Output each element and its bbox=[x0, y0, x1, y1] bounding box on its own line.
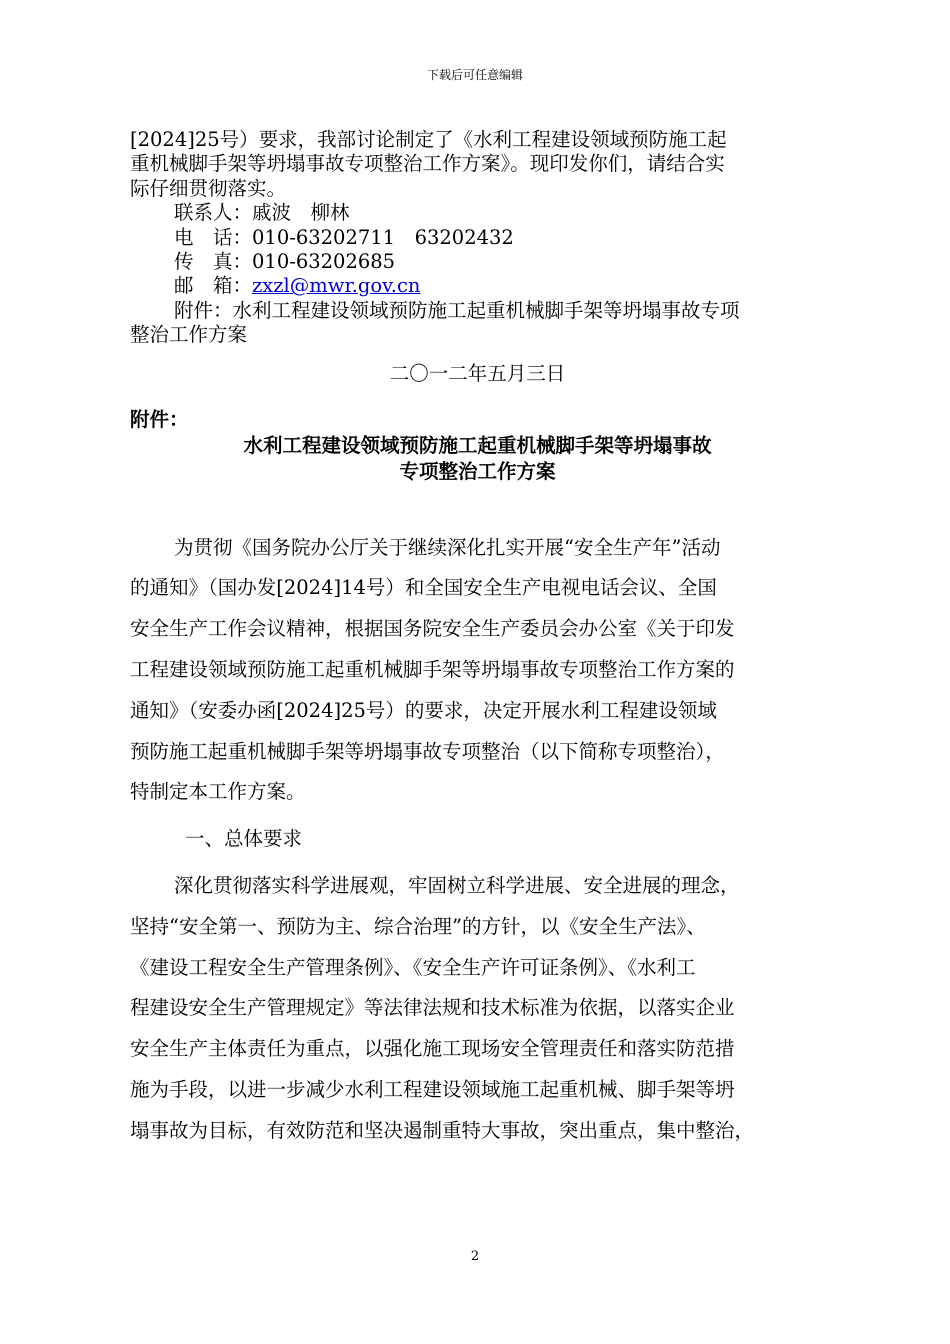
paragraph-line: 施为手段，以进一步减少水利工程建设领域施工起重机械、脚手架等坍 bbox=[130, 1078, 735, 1102]
phone-label: 电 话： bbox=[174, 225, 253, 249]
attachment-note-line: 附件：水利工程建设领域预防施工起重机械脚手架等坍塌事故专项 bbox=[174, 298, 740, 322]
section-heading: 一、总体要求 bbox=[185, 827, 303, 851]
paragraph-line: 深化贯彻落实科学进展观，牢固树立科学进展、安全进展的理念， bbox=[174, 874, 740, 898]
page-header: 下载后可任意编辑 bbox=[426, 68, 523, 82]
phone-row bbox=[130, 226, 825, 250]
paragraph-line: 为贯彻《国务院办公厅关于继续深化扎实开展“安全生产年”活动 bbox=[174, 535, 721, 559]
paragraph-line: 坚持“安全第一、预防为主、综合治理”的方针，以《安全生产法》、 bbox=[130, 914, 706, 938]
attachment-heading: 附件： bbox=[130, 407, 189, 431]
paragraph-line: 安全生产主体责任为重点，以强化施工现场安全管理责任和落实防范措 bbox=[130, 1037, 735, 1061]
email-row bbox=[130, 274, 825, 298]
paragraph-line: 安全生产工作会议精神，根据国务院安全生产委员会办公室《关于印发 bbox=[130, 617, 735, 641]
contact-value: 戚波 柳林 bbox=[252, 201, 350, 225]
notice-line: 重机械脚手架等坍塌事故专项整治工作方案》。现印发你们，请结合实 bbox=[130, 152, 725, 176]
paragraph-line: 程建设安全生产管理规定》等法律法规和技术标准为依据，以落实企业 bbox=[130, 996, 735, 1020]
paragraph-requirements bbox=[130, 866, 825, 1152]
fax-value: 010-63202685 bbox=[252, 250, 396, 274]
paragraph-purpose bbox=[130, 528, 825, 814]
fax-row bbox=[130, 250, 825, 274]
phone-value: 010-63202711 63202432 bbox=[252, 225, 514, 249]
fax-label: 传 真： bbox=[174, 250, 253, 274]
email-link[interactable]: zxzl@mwr.gov.cn bbox=[252, 274, 421, 298]
document-body bbox=[130, 128, 825, 1152]
paragraph-line: 通知》（安委办函[2024]25号）的要求，决定开展水利工程建设领域 bbox=[130, 698, 717, 722]
document-title: 水利工程建设领域预防施工起重机械脚手架等坍塌事故 bbox=[243, 433, 712, 457]
paragraph-line: 预防施工起重机械脚手架等坍塌事故专项整治（以下简称专项整治）， bbox=[130, 739, 725, 763]
notice-line: 际仔细贯彻落实。 bbox=[130, 176, 287, 200]
email-label: 邮 箱： bbox=[174, 274, 253, 298]
paragraph-line: 的通知》（国办发[2024]14号）和全国安全生产电视电话会议、全国 bbox=[130, 576, 717, 600]
attachment-note-line: 整治工作方案 bbox=[130, 323, 248, 347]
paragraph-line: 工程建设领域预防施工起重机械脚手架等坍塌事故专项整治工作方案的 bbox=[130, 658, 735, 682]
issue-date: 二〇一二年五月三日 bbox=[389, 361, 566, 385]
paragraph-line: 《建设工程安全生产管理条例》、《安全生产许可证条例》、《水利工 bbox=[130, 955, 696, 979]
contact-person-row bbox=[130, 201, 825, 225]
document-title: 专项整治工作方案 bbox=[399, 459, 556, 483]
page-number: 2 bbox=[470, 1249, 480, 1264]
notice-line: [2024]25号）要求，我部讨论制定了《水利工程建设领域预防施工起 bbox=[130, 128, 727, 151]
paragraph-line: 特制定本工作方案。 bbox=[130, 780, 306, 804]
paragraph-line: 塌事故为目标，有效防范和坚决遏制重特大事故，突出重点，集中整治， bbox=[130, 1118, 755, 1142]
contact-label: 联系人： bbox=[174, 201, 253, 225]
